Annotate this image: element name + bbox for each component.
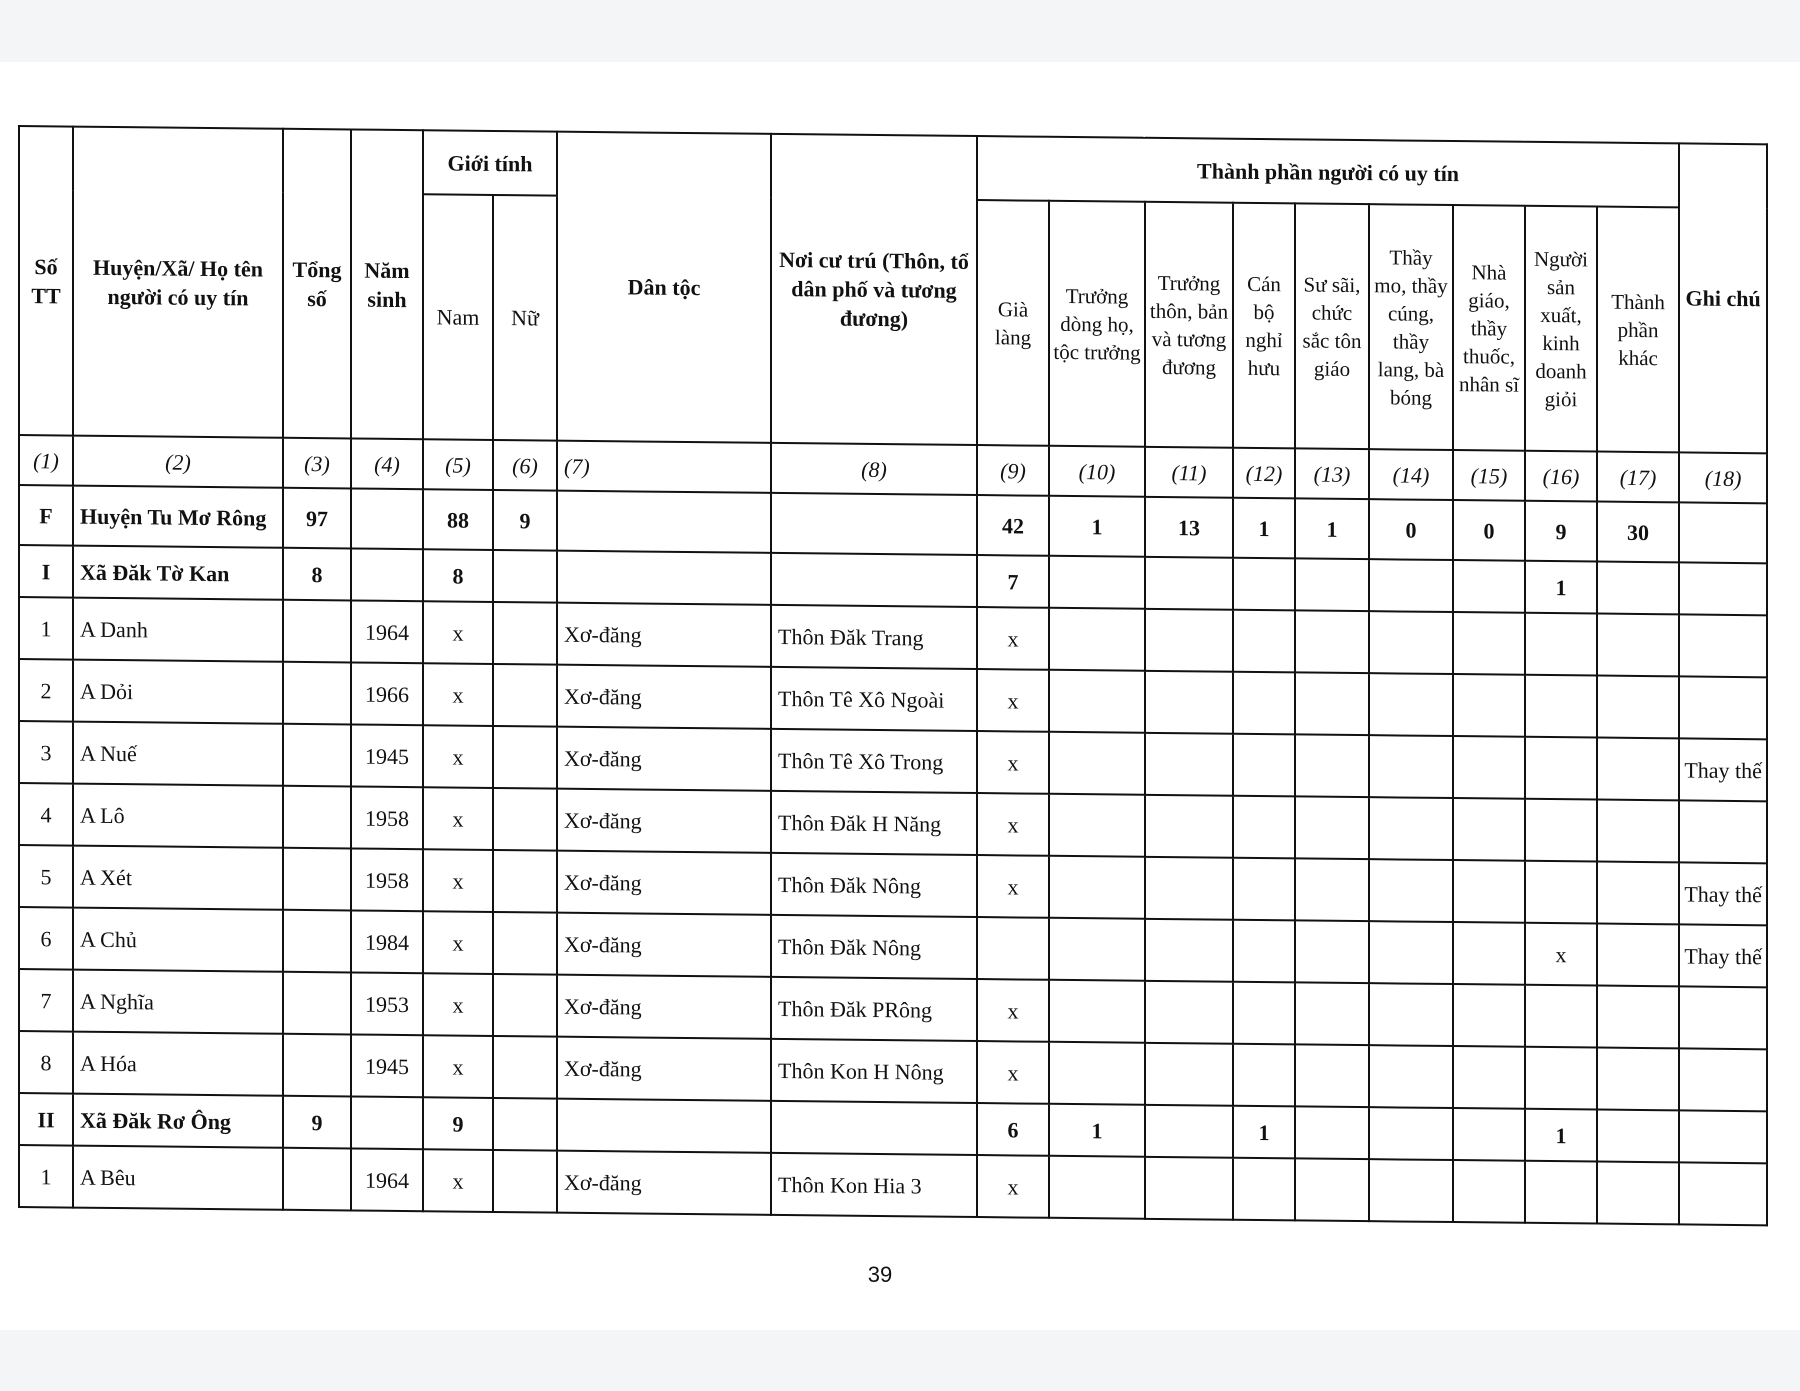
commune-code: I [19,545,73,598]
commune-code: II [19,1093,73,1146]
cell-empty [1369,611,1453,674]
cell-empty [1597,676,1679,739]
cell-empty [493,788,557,851]
cell-empty [1145,1105,1233,1158]
person-producer [1525,1161,1597,1224]
commune-c10: 1 [1049,1104,1145,1157]
person-producer [1525,613,1597,676]
cell-empty [1453,1108,1525,1161]
district-male: 88 [423,489,493,550]
cell-empty [1145,733,1233,796]
cell-empty [493,1036,557,1099]
cell-empty [1233,734,1295,797]
col-header-stt: Số TT [19,126,73,436]
person-producer [1525,861,1597,924]
col-number: (17) [1597,452,1679,503]
commune-c12: 1 [1233,1106,1295,1159]
col-header-village-elder: Già làng [977,200,1049,446]
person-ethnic: Xơ-đăng [557,727,771,791]
person-note [1679,614,1767,677]
person-name: A Dỏi [73,660,283,724]
col-header-female: Nữ [493,195,557,441]
person-name: A Chủ [73,908,283,972]
cell-empty [1597,800,1679,863]
cell-empty [1453,560,1525,613]
cell-empty [493,664,557,727]
cell-empty [1597,562,1679,615]
cell-empty [1597,1162,1679,1225]
person-note: Thay thế [1679,924,1767,987]
col-number: (5) [423,439,493,490]
person-male: x [423,911,493,974]
person-note [1679,1162,1767,1225]
person-producer [1525,985,1597,1048]
person-name: A Nuế [73,722,283,786]
person-stt: 8 [19,1031,73,1094]
person-ethnic: Xơ-đăng [557,1037,771,1101]
person-stt: 7 [19,969,73,1032]
district-place [771,493,977,555]
person-birth-year: 1945 [351,1034,423,1097]
col-header-composition: Thành phần người có uy tín [977,136,1679,207]
scan-margin-bottom [0,1330,1800,1391]
col-header-gender: Giới tính [423,130,557,195]
person-birth-year: 1984 [351,910,423,973]
cell-empty [283,600,351,663]
cell-empty [1233,982,1295,1045]
person-village-elder: x [977,731,1049,794]
person-note: Thay thế [1679,738,1767,801]
cell-empty [1145,1157,1233,1220]
person-name: A Lô [73,784,283,848]
cell-empty [1369,859,1453,922]
person-name: A Danh [73,598,283,662]
person-male: x [423,601,493,664]
col-number: (18) [1679,452,1767,503]
cell-empty [1453,798,1525,861]
col-number: (14) [1369,449,1453,500]
person-producer [1525,675,1597,738]
person-village-elder: x [977,607,1049,670]
col-header-ethnic: Dân tộc [557,132,771,443]
district-c16: 9 [1525,501,1597,562]
person-residence: Thôn Đăk H Năng [771,791,977,855]
cell-empty [1295,920,1369,983]
district-c11: 13 [1145,497,1233,558]
cell-empty [1233,858,1295,921]
district-c14: 0 [1369,499,1453,560]
col-number: (10) [1049,446,1145,497]
cell-empty [283,910,351,973]
cell-empty [493,550,557,603]
cell-empty [1295,796,1369,859]
cell-empty [1233,610,1295,673]
col-number: (7) [557,441,771,493]
cell-empty [283,724,351,787]
cell-empty [1679,562,1767,615]
cell-empty [1145,857,1233,920]
cell-empty [1369,559,1453,612]
scan-margin-top [0,0,1800,62]
col-header-religious: Sư sãi, chức sắc tôn giáo [1295,203,1369,449]
person-village-elder: x [977,1155,1049,1218]
cell-empty [1145,557,1233,610]
col-header-male: Nam [423,194,493,440]
cell-empty [493,1150,557,1213]
person-residence: Thôn Đăk Trang [771,605,977,669]
district-c9: 42 [977,495,1049,556]
cell-empty [1145,609,1233,672]
cell-empty [1453,1046,1525,1109]
person-male: x [423,663,493,726]
cell-empty [557,1099,771,1153]
cell-empty [1049,794,1145,857]
person-ethnic: Xơ-đăng [557,1151,771,1215]
person-name: A Nghĩa [73,970,283,1034]
col-number: (15) [1453,450,1525,501]
person-note [1679,986,1767,1049]
col-number: (9) [977,445,1049,496]
cell-empty [1233,558,1295,611]
person-stt: 5 [19,845,73,908]
commune-c9: 7 [977,555,1049,608]
district-name: Huyện Tu Mơ Rông [73,486,283,548]
person-village-elder: x [977,855,1049,918]
col-header-shaman: Thầy mo, thầy cúng, thầy lang, bà bóng [1369,204,1453,450]
commune-male: 9 [423,1097,493,1150]
col-header-name: Huyện/Xã/ Họ tên người có uy tín [73,127,283,438]
person-birth-year: 1958 [351,848,423,911]
cell-empty [283,972,351,1035]
cell-empty [1233,796,1295,859]
person-ethnic: Xơ-đăng [557,975,771,1039]
col-number: (4) [351,438,423,489]
district-c10: 1 [1049,496,1145,557]
person-male: x [423,787,493,850]
cell-empty [493,1098,557,1151]
person-male: x [423,973,493,1036]
people-table [18,125,1768,1226]
district-c17: 30 [1597,502,1679,563]
commune-total: 9 [283,1096,351,1149]
person-stt: 3 [19,721,73,784]
cell-empty [1049,918,1145,981]
cell-empty [1453,922,1525,985]
cell-empty [1049,732,1145,795]
person-name: A Xét [73,846,283,910]
col-number: (16) [1525,451,1597,502]
person-residence: Thôn Tê Xô Trong [771,729,977,793]
person-village-elder: x [977,793,1049,856]
col-number: (1) [19,435,73,486]
col-header-clan-head: Trưởng dòng họ, tộc trưởng [1049,201,1145,447]
commune-name: Xã Đăk Tờ Kan [73,546,283,600]
person-male: x [423,1035,493,1098]
person-name: A Bêu [73,1146,283,1210]
cell-empty [1597,924,1679,987]
person-residence: Thôn Kon Hia 3 [771,1153,977,1217]
cell-empty [1679,1110,1767,1163]
cell-empty [1369,1107,1453,1160]
cell-empty [1233,920,1295,983]
person-producer [1525,799,1597,862]
col-header-residence [771,134,977,445]
district-c15: 0 [1453,500,1525,561]
cell-empty [1295,734,1369,797]
commune-c16: 1 [1525,561,1597,614]
person-producer: x [1525,923,1597,986]
district-c12: 1 [1233,498,1295,559]
cell-empty [493,912,557,975]
col-header-retired-official: Cán bộ nghỉ hưu [1233,203,1295,449]
cell-empty [1369,921,1453,984]
cell-empty [1453,860,1525,923]
person-birth-year: 1958 [351,786,423,849]
district-code: F [19,485,73,546]
cell-empty [1369,1159,1453,1222]
cell-empty [1049,556,1145,609]
person-birth-year: 1945 [351,724,423,787]
col-number: (3) [283,438,351,489]
person-village-elder: x [977,979,1049,1042]
col-header-note: Ghi chú [1679,143,1767,453]
col-number: (2) [73,436,283,488]
cell-empty [493,850,557,913]
cell-empty [283,662,351,725]
person-note [1679,800,1767,863]
cell-empty [1295,858,1369,921]
cell-empty [351,548,423,601]
district-note [1679,502,1767,563]
cell-empty [1369,983,1453,1046]
person-stt: 4 [19,783,73,846]
person-ethnic: Xơ-đăng [557,603,771,667]
cell-empty [1597,1110,1679,1163]
cell-empty [1453,612,1525,675]
cell-empty [1295,982,1369,1045]
commune-c16: 1 [1525,1109,1597,1162]
cell-empty [1049,670,1145,733]
commune-total: 8 [283,548,351,601]
person-note [1679,676,1767,739]
cell-empty [1369,673,1453,736]
cell-empty [1145,981,1233,1044]
person-male: x [423,725,493,788]
person-stt: 6 [19,907,73,970]
district-total: 97 [283,488,351,549]
cell-empty [1295,672,1369,735]
district-ethnic [557,491,771,553]
col-header-producer: Người sản xuất, kinh doanh giỏi [1525,206,1597,452]
col-header-teacher: Nhà giáo, thầy thuốc, nhân sĩ [1453,205,1525,451]
col-header-total: Tổng số [283,129,351,439]
person-note: Thay thế [1679,862,1767,925]
cell-empty [351,1096,423,1149]
person-ethnic: Xơ-đăng [557,789,771,853]
person-male: x [423,849,493,912]
cell-empty [1145,919,1233,982]
cell-empty [493,974,557,1037]
cell-empty [1049,1156,1145,1219]
cell-empty [1369,797,1453,860]
cell-empty [771,553,977,607]
cell-empty [1295,1158,1369,1221]
cell-empty [1597,862,1679,925]
cell-empty [1597,986,1679,1049]
cell-empty [1597,738,1679,801]
cell-empty [1049,1042,1145,1105]
col-number: (6) [493,440,557,491]
cell-empty [493,726,557,789]
person-birth-year: 1964 [351,1148,423,1211]
cell-empty [1233,672,1295,735]
person-ethnic: Xơ-đăng [557,913,771,977]
document-sheet [18,125,1766,1226]
cell-empty [1145,671,1233,734]
person-name: A Hóa [73,1032,283,1096]
person-producer [1525,1047,1597,1110]
cell-empty [1597,1048,1679,1111]
cell-empty [283,786,351,849]
cell-empty [557,551,771,605]
cell-empty [1145,1043,1233,1106]
cell-empty [1453,674,1525,737]
cell-empty [283,1034,351,1097]
cell-empty [1597,614,1679,677]
person-male: x [423,1149,493,1212]
commune-c9: 6 [977,1103,1049,1156]
person-producer [1525,737,1597,800]
person-ethnic: Xơ-đăng [557,665,771,729]
col-number: (8) [771,443,977,495]
cell-empty [1369,735,1453,798]
cell-empty [1453,1160,1525,1223]
person-residence: Thôn Đăk Nông [771,853,977,917]
cell-empty [1453,736,1525,799]
person-village-elder [977,917,1049,980]
district-female: 9 [493,490,557,551]
cell-empty [1295,558,1369,611]
cell-empty [1295,1106,1369,1159]
district-c13: 1 [1295,498,1369,559]
cell-empty [283,1148,351,1211]
person-birth-year: 1953 [351,972,423,1035]
col-header-birth-year: Năm sinh [351,129,423,439]
cell-empty [1233,1158,1295,1221]
person-birth-year: 1966 [351,662,423,725]
person-stt: 1 [19,1145,73,1208]
person-residence: Thôn Kon H Nông [771,1039,977,1103]
cell-empty [1233,1044,1295,1107]
person-note [1679,1048,1767,1111]
col-number: (11) [1145,447,1233,498]
cell-empty [1049,856,1145,919]
person-residence: Thôn Đăk Nông [771,915,977,979]
cell-empty [1369,1045,1453,1108]
col-number: (12) [1233,448,1295,499]
person-village-elder: x [977,669,1049,732]
cell-empty [1049,980,1145,1043]
cell-empty [1049,608,1145,671]
person-residence: Thôn Tê Xô Ngoài [771,667,977,731]
cell-empty [1295,610,1369,673]
person-ethnic: Xơ-đăng [557,851,771,915]
col-header-village-head: Trưởng thôn, bản và tương đương [1145,202,1233,448]
cell-empty [493,602,557,665]
person-stt: 1 [19,597,73,660]
col-header-other: Thành phần khác [1597,207,1679,453]
cell-empty [1295,1044,1369,1107]
cell-empty [1453,984,1525,1047]
person-residence: Thôn Đăk PRông [771,977,977,1041]
cell-empty [283,848,351,911]
commune-name: Xã Đăk Rơ Ông [73,1094,283,1148]
page-number: 39 [867,1262,893,1287]
person-village-elder: x [977,1041,1049,1104]
person-stt: 2 [19,659,73,722]
col-number: (13) [1295,448,1369,499]
commune-male: 8 [423,549,493,602]
residence-label: Nơi cư trú (Thôn, tổ dân phố và tương đương) [779,246,969,332]
cell-empty [771,1101,977,1155]
person-birth-year: 1964 [351,600,423,663]
district-year [351,488,423,549]
cell-empty [1145,795,1233,858]
